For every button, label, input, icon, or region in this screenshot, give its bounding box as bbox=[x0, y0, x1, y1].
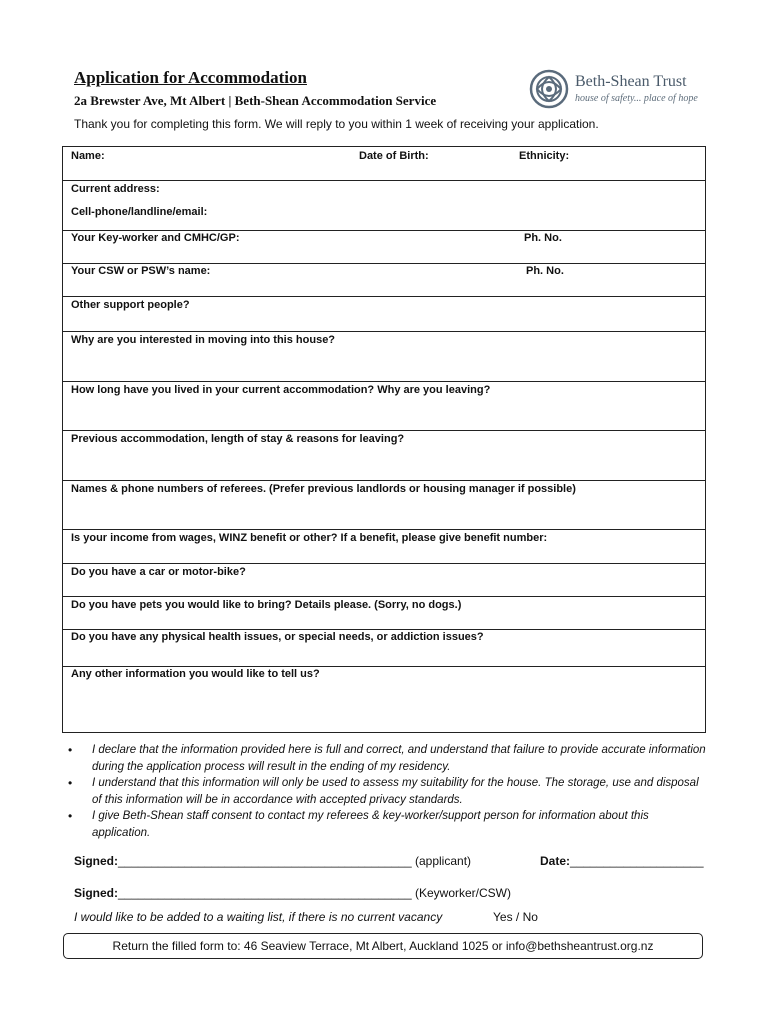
page-title: Application for Accommodation bbox=[74, 68, 307, 87]
declaration-text: I declare that the information provided here is full and correct, and understand that failure to provide accurate information during the application process will result in the ending of my residency. bbox=[92, 744, 706, 773]
celtic-knot-icon bbox=[529, 69, 569, 109]
keyworker-phone-label: Ph. No. bbox=[524, 232, 562, 244]
date-label: Date: bbox=[540, 854, 571, 868]
row-previous[interactable] bbox=[63, 431, 705, 481]
intro-text: Thank you for completing this form. We will reply to you within 1 week of receiving your application. bbox=[74, 117, 599, 131]
waitlist-yes-no[interactable]: Yes / No bbox=[493, 910, 538, 924]
row-referees[interactable] bbox=[63, 481, 705, 530]
waitlist-text: I would like to be added to a waiting list, if there is no current vacancy bbox=[74, 910, 443, 924]
pets-label: Do you have pets you would like to bring? Details please. (Sorry, no dogs.) bbox=[71, 599, 462, 611]
csw-label: Your CSW or PSW’s name: bbox=[71, 265, 211, 277]
keyworker-label: Your Key-worker and CMHC/GP: bbox=[71, 232, 240, 244]
keyworker-signature-line[interactable] bbox=[74, 886, 511, 900]
declaration-item bbox=[66, 775, 706, 808]
other-label: Any other information you would like to tell us? bbox=[71, 668, 320, 680]
row-address[interactable] bbox=[63, 181, 705, 231]
row-howlong[interactable] bbox=[63, 382, 705, 431]
referees-label: Names & phone numbers of referees. (Prefer previous landlords or housing manager if possible) bbox=[71, 483, 576, 495]
support-label: Other support people? bbox=[71, 299, 190, 311]
declaration-text: I give Beth-Shean staff consent to contact my referees & key-worker/support person for information about this application. bbox=[92, 810, 649, 839]
howlong-label: How long have you lived in your current accommodation? Why are you leaving? bbox=[71, 384, 491, 396]
page-subtitle: 2a Brewster Ave, Mt Albert | Beth-Shean Accommodation Service bbox=[74, 93, 437, 108]
beth-shean-logo bbox=[529, 69, 719, 109]
previous-label: Previous accommodation, length of stay & reasons for leaving? bbox=[71, 433, 405, 445]
declaration-item bbox=[66, 742, 706, 775]
return-text: Return the filled form to: 46 Seaview Terrace, Mt Albert, Auckland 1025 or info@bethsheantrust.org.nz bbox=[112, 939, 654, 953]
health-label: Do you have any physical health issues, or special needs, or addiction issues? bbox=[71, 631, 484, 643]
declaration-item bbox=[66, 808, 706, 841]
row-why[interactable] bbox=[63, 332, 705, 382]
row-csw[interactable] bbox=[63, 264, 705, 297]
row-name[interactable] bbox=[63, 147, 705, 181]
row-support[interactable] bbox=[63, 297, 705, 332]
signature-blank: ____________________________________________ bbox=[118, 854, 412, 868]
address-label: Current address: bbox=[71, 183, 160, 195]
bullet-icon: • bbox=[68, 776, 73, 790]
income-label: Is your income from wages, WINZ benefit or other? If a benefit, please give benefit number: bbox=[71, 532, 548, 544]
row-health[interactable] bbox=[63, 630, 705, 667]
application-form-table bbox=[62, 146, 706, 733]
row-income[interactable] bbox=[63, 530, 705, 564]
applicant-label: (applicant) bbox=[415, 854, 472, 868]
why-label: Why are you interested in moving into this house? bbox=[71, 334, 336, 346]
contact-label: Cell-phone/landline/email: bbox=[71, 206, 208, 218]
declarations-list bbox=[66, 742, 706, 841]
logo-tagline: house of safety... place of hope bbox=[575, 93, 698, 104]
signed-label: Signed: bbox=[74, 854, 118, 868]
signed-label: Signed: bbox=[74, 886, 118, 900]
name-label: Name: bbox=[71, 150, 105, 162]
signature-blank: ____________________________________________ bbox=[118, 886, 412, 900]
dob-label: Date of Birth: bbox=[359, 150, 429, 162]
car-label: Do you have a car or motor-bike? bbox=[71, 566, 246, 578]
logo-name: Beth-Shean Trust bbox=[575, 73, 687, 90]
csw-phone-label: Ph. No. bbox=[526, 265, 564, 277]
declaration-text: I understand that this information will only be used to assess my suitability for the house. The storage, use and disposal of this information will be in accordance with accepted privacy standards. bbox=[92, 777, 699, 806]
keyworker-csw-label: (Keyworker/CSW) bbox=[415, 886, 512, 900]
row-keyworker[interactable] bbox=[63, 231, 705, 264]
row-other[interactable] bbox=[63, 667, 705, 732]
bullet-icon: • bbox=[68, 743, 73, 757]
row-pets[interactable] bbox=[63, 597, 705, 630]
bullet-icon: • bbox=[68, 809, 73, 823]
row-car[interactable] bbox=[63, 564, 705, 597]
date-line[interactable] bbox=[540, 854, 704, 868]
applicant-signature-line[interactable] bbox=[74, 854, 471, 868]
return-address-box bbox=[63, 933, 703, 959]
date-blank: ____________________ bbox=[570, 854, 704, 868]
ethnicity-label: Ethnicity: bbox=[519, 150, 570, 162]
